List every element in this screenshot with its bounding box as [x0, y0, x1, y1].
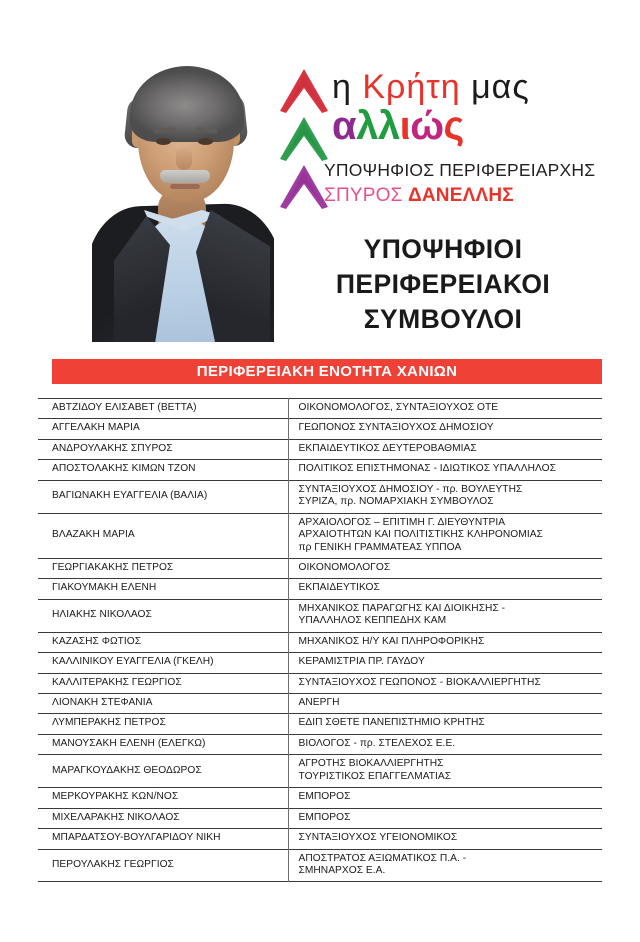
page-title-line-3: ΣΥΜΒΟΥΛΟΙ: [363, 303, 523, 334]
candidate-profession-line: ΥΠΑΛΛΗΛΟΣ ΚΕΠΠΕΔΗΧ ΚΑΜ: [298, 615, 447, 627]
candidate-profession-cell: [288, 579, 602, 599]
candidate-profession-cell: [288, 788, 602, 808]
candidate-profession-line: ΕΚΠΑΙΔΕΥΤΙΚΟΣ: [298, 582, 380, 594]
logo-letter-lambda-lambda: λλ: [356, 104, 400, 148]
candidate-profession-line: ΣΥΝΤΑΞΙΟΥΧΟΣ ΥΓΕΙΟΝΟΜΙΚΟΣ: [298, 832, 458, 844]
candidate-profession-line: ΑΝΕΡΓΗ: [298, 697, 340, 708]
candidate-profession-line: ΣΥΡΙΖΑ, πρ. ΝΟΜΑΡΧΙΑΚΗ ΣΥΜΒΟΥΛΟΣ: [298, 496, 494, 508]
logo-letter-alpha: α: [332, 104, 357, 148]
table-row: [38, 460, 602, 480]
candidate-name-cell: ΜΠΑΡΔΑΤΣΟΥ-ΒΟΥΛΓΑΡΙΔΟΥ ΝΙΚΗ: [52, 832, 221, 844]
candidate-profession-line: ΑΡΧΑΙΟΤΗΤΩΝ ΚΑΙ ΠΟΛΙΤΙΣΤΙΚΗΣ ΚΛΗΡΟΝΟΜΙΑΣ: [298, 529, 543, 541]
table-row: [38, 439, 602, 459]
table-row: [38, 480, 602, 513]
candidate-profession-cell: [288, 558, 602, 578]
logo-word-kriti: Κρήτη: [362, 68, 472, 106]
candidate-profession-cell: [288, 673, 602, 693]
candidate-profession-line: ΕΜΠΟΡΟΣ: [298, 811, 351, 823]
candidate-profession-cell: [288, 480, 602, 513]
candidate-profession-line: ΕΜΠΟΡΟΣ: [298, 791, 351, 803]
candidate-profession-cell: [288, 694, 602, 714]
poster-header: [0, 0, 640, 352]
candidate-name-cell: ΑΠΟΣΤΟΛΑΚΗΣ ΚΙΜΩΝ ΤΖΟΝ: [52, 463, 196, 475]
table-row: [38, 558, 602, 578]
candidate-name-cell: ΗΛΙΑΚΗΣ ΝΙΚΟΛΑΟΣ: [52, 609, 152, 621]
candidate-profession-line: ΟΙΚΟΝΟΜΟΛΟΓΟΣ: [298, 561, 391, 573]
candidate-name-cell: ΠΕΡΟΥΛΑΚΗΣ ΓΕΩΡΓΙΟΣ: [52, 858, 174, 870]
candidate-name-cell: ΚΑΛΛΙΝΙΚΟΥ ΕΥΑΓΓΕΛΙΑ (ΓΚΕΛΗ): [52, 656, 214, 668]
candidate-portrait-photo: [92, 50, 274, 342]
candidate-profession-line: πρ ΓΕΝΙΚΗ ΓΡΑΜΜΑΤΕΑΣ ΥΠΠΟΑ: [298, 541, 462, 553]
logo-letter-final-sigma: ς: [443, 104, 464, 148]
chevron-arrow-green-icon: [278, 114, 330, 164]
candidate-profession-line: ΜΗΧΑΝΙΚΟΣ Η/Υ ΚΑΙ ΠΛΗΡΟΦΟΡΙΚΗΣ: [298, 635, 485, 647]
portrait-canvas: [92, 50, 274, 342]
region-banner: [52, 359, 602, 384]
candidate-name-cell: ΛΥΜΠΕΡΑΚΗΣ ΠΕΤΡΟΣ: [52, 717, 166, 729]
logo-word-mas: μας: [471, 68, 530, 106]
candidate-profession-line: ΣΥΝΤΑΞΙΟΥΧΟΣ ΓΕΩΠΟΝΟΣ - ΒΙΟΚΑΛΛΙΕΡΓΗΤΗΣ: [298, 676, 541, 688]
candidate-profession-line: ΕΔΙΠ ΣΘΕΤΕ ΠΑΝΕΠΙΣΤΗΜΙΟ ΚΡΗΤΗΣ: [298, 717, 485, 729]
logo-word-i: η: [332, 68, 363, 106]
candidate-first-name: ΣΠΥΡΟΣ: [324, 185, 409, 206]
candidate-profession-cell: [288, 734, 602, 754]
candidate-profession-cell: [288, 460, 602, 480]
candidate-profession-line: ΓΕΩΠΟΝΟΣ ΣΥΝΤΑΞΙΟΥΧΟΣ ΔΗΜΟΣΙΟΥ: [298, 422, 494, 434]
candidate-name-cell: ΓΙΑΚΟΥΜΑΚΗ ΕΛΕΝΗ: [52, 582, 157, 594]
candidate-profession-cell: [288, 755, 602, 788]
candidate-profession-line: ΣΥΝΤΑΞΙΟΥΧΟΣ ΔΗΜΟΣΙΟΥ - πρ. ΒΟΥΛΕΥΤΗΣ: [298, 483, 523, 495]
table-row: [38, 694, 602, 714]
candidate-profession-line: ΑΡΧΑΙΟΛΟΓΟΣ – ΕΠΙΤΙΜΗ Γ. ΔΙΕΥΘΥΝΤΡΙΑ: [298, 516, 506, 528]
candidate-profession-cell: [288, 808, 602, 828]
table-row: [38, 808, 602, 828]
candidate-name-cell: ΛΙΟΝΑΚΗ ΣΤΕΦΑΝΙΑ: [52, 697, 153, 708]
logo-candidate-role: ΥΠΟΨΗΦΙΟΣ ΠΕΡΙΦΕΡΕΙΑΡΧΗΣ: [324, 160, 596, 180]
page-title-line-2: ΠΕΡΙΦΕΡΕΙΑΚΟΙ: [335, 268, 551, 299]
candidates-table-body: [38, 399, 602, 882]
candidate-profession-cell: [288, 513, 602, 558]
candidate-profession-cell: [288, 632, 602, 652]
candidate-profession-cell: [288, 599, 602, 632]
page-title: [286, 232, 600, 337]
logo-candidate-name: [324, 186, 514, 205]
table-row: [38, 399, 602, 419]
candidate-name-cell: ΜΑΝΟΥΣΑΚΗ ΕΛΕΝΗ (ΕΛΕΓΚΩ): [52, 737, 206, 749]
table-row: [38, 579, 602, 599]
candidate-profession-line: ΟΙΚΟΝΟΜΟΛΟΓΟΣ, ΣΥΝΤΑΞΙΟΥΧΟΣ ΟΤΕ: [298, 402, 499, 413]
candidate-profession-line: ΒΙΟΛΟΓΟΣ - πρ. ΣΤΕΛΕΧΟΣ Ε.Ε.: [298, 737, 456, 749]
candidate-profession-line: ΑΠΟΣΤΡΑΤΟΣ ΑΞΙΩΜΑΤΙΚΟΣ Π.Α. -: [298, 852, 467, 864]
page-title-line-1: ΥΠΟΨΗΦΙΟΙ: [363, 234, 523, 264]
candidate-name-cell: ΒΛΑΖΑΚΗ ΜΑΡΙΑ: [52, 529, 135, 541]
table-row: [38, 419, 602, 439]
candidate-name-cell: ΜΙΧΕΛΑΡΑΚΗΣ ΝΙΚΟΛΑΟΣ: [52, 811, 180, 823]
candidate-profession-cell: [288, 653, 602, 673]
candidate-profession-cell: [288, 849, 602, 882]
region-banner-label: ΠΕΡΙΦΕΡΕΙΑΚΗ ΕΝΟΤΗΤΑ ΧΑΝΙΩΝ: [196, 363, 458, 380]
table-row: [38, 734, 602, 754]
candidate-profession-line: ΑΓΡΟΤΗΣ ΒΙΟΚΑΛΛΙΕΡΓΗΤΗΣ: [298, 758, 444, 770]
table-row: [38, 829, 602, 849]
candidate-name-cell: ΚΑΛΛΙΤΕΡΑΚΗΣ ΓΕΩΡΓΙΟΣ: [52, 676, 182, 688]
candidate-name-cell: ΑΓΓΕΛΑΚΗ ΜΑΡΙΑ: [52, 422, 140, 434]
table-row: [38, 632, 602, 652]
candidate-name-cell: ΜΕΡΚΟΥΡΑΚΗΣ ΚΩΝ/ΝΟΣ: [52, 791, 179, 803]
chevron-arrow-purple-icon: [278, 162, 330, 212]
candidates-table: [38, 398, 602, 882]
candidate-profession-line: ΕΚΠΑΙΔΕΥΤΙΚΟΣ ΔΕΥΤΕΡΟΒΑΘΜΙΑΣ: [298, 442, 477, 454]
candidate-profession-line: ΠΟΛΙΤΙΚΟΣ ΕΠΙΣΤΗΜΟΝΑΣ - ΙΔΙΩΤΙΚΟΣ ΥΠΑΛΛΗΛΟΣ: [298, 463, 556, 475]
table-row: [38, 714, 602, 734]
candidate-name-cell: ΑΒΤΖΙΔΟΥ ΕΛΙΣΑΒΕΤ (ΒΕΤΤΑ): [52, 402, 197, 413]
candidate-profession-line: ΜΗΧΑΝΙΚΟΣ ΠΑΡΑΓΩΓΗΣ ΚΑΙ ΔΙΟΙΚΗΣΗΣ -: [298, 602, 506, 614]
candidate-name-cell: ΒΑΓΙΩΝΑΚΗ ΕΥΑΓΓΕΛΙΑ (ΒΑΛΙΑ): [52, 489, 208, 501]
candidate-profession-line: ΚΕΡΑΜΙΣΤΡΙΑ ΠΡ. ΓΑΥΔΟΥ: [298, 656, 425, 668]
candidate-name-cell: ΓΕΩΡΓΙΑΚΑΚΗΣ ΠΕΤΡΟΣ: [52, 561, 174, 573]
candidate-name-cell: ΚΑΖΑΣΗΣ ΦΩΤΙΟΣ: [52, 635, 142, 647]
candidate-profession-cell: [288, 714, 602, 734]
candidate-profession-cell: [288, 829, 602, 849]
chevron-arrow-red-icon: [278, 66, 330, 116]
candidate-last-name: ΔΑΝΕΛΛΗΣ: [408, 185, 514, 206]
logo-letter-omega-tonos: ώ: [410, 104, 444, 148]
campaign-logo: [278, 62, 608, 218]
table-row: [38, 673, 602, 693]
table-row: [38, 849, 602, 882]
logo-tagline-line1: [332, 70, 530, 104]
table-row: [38, 755, 602, 788]
logo-letter-iota: ι: [399, 104, 411, 148]
table-row: [38, 653, 602, 673]
logo-tagline-line2: [332, 106, 464, 146]
candidate-name-cell: ΜΑΡΑΓΚΟΥΔΑΚΗΣ ΘΕΟΔΩΡΟΣ: [52, 764, 202, 776]
table-row: [38, 513, 602, 558]
candidate-profession-cell: [288, 439, 602, 459]
candidate-profession-cell: [288, 419, 602, 439]
candidate-profession-line: ΣΜΗΝΑΡΧΟΣ Ε.Α.: [298, 864, 386, 876]
table-row: [38, 788, 602, 808]
candidate-name-cell: ΑΝΔΡΟΥΛΑΚΗΣ ΣΠΥΡΟΣ: [52, 442, 173, 454]
candidate-profession-cell: [288, 399, 602, 419]
candidate-profession-line: ΤΟΥΡΙΣΤΙΚΟΣ ΕΠΑΓΓΕΛΜΑΤΙΑΣ: [298, 770, 452, 782]
table-row: [38, 599, 602, 632]
